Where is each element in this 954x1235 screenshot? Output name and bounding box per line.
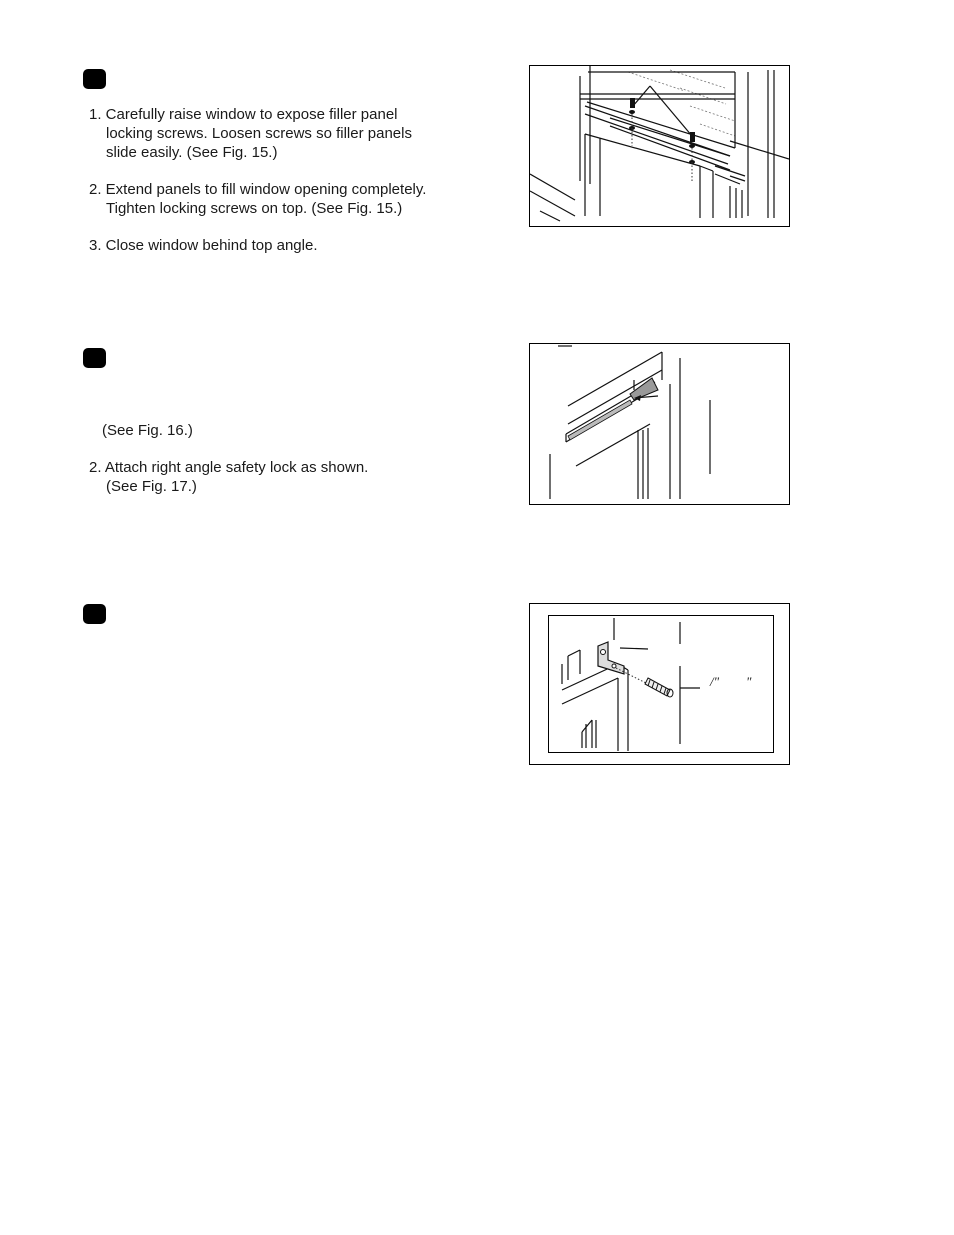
section1-step2-line2: Tighten locking screws on top. (See Fig. 15.) (106, 200, 403, 217)
section1-step3-line1: 3. Close window behind top angle. (89, 237, 318, 254)
figure-15-filler-panel-screws (529, 65, 790, 227)
section2-step2-line1: 2. Attach right angle safety lock as shown. (89, 459, 369, 476)
section1-step1-line2: locking screws. Loosen screws so filler panels (106, 125, 412, 142)
fig17-screw-size-label-part2: " (746, 674, 752, 689)
step-badge-1 (83, 69, 106, 89)
figure-17-safety-lock (529, 603, 790, 765)
step-badge-2 (83, 348, 106, 368)
section1-step1-line1: 1. Carefully raise window to expose filler panel (89, 106, 398, 123)
fig15-drawing (530, 66, 789, 226)
figure-16-window-top-angle (529, 343, 790, 505)
fig17-screw-size-label-part1: /" (710, 674, 720, 689)
section1-step1-line3: slide easily. (See Fig. 15.) (106, 144, 278, 161)
fig16-drawing (530, 344, 789, 504)
step-badge-3 (83, 604, 106, 624)
section2-see-fig16: (See Fig. 16.) (102, 422, 193, 439)
section2-step2-line2: (See Fig. 17.) (106, 478, 197, 495)
section1-step2-line1: 2. Extend panels to fill window opening completely. (89, 181, 427, 198)
